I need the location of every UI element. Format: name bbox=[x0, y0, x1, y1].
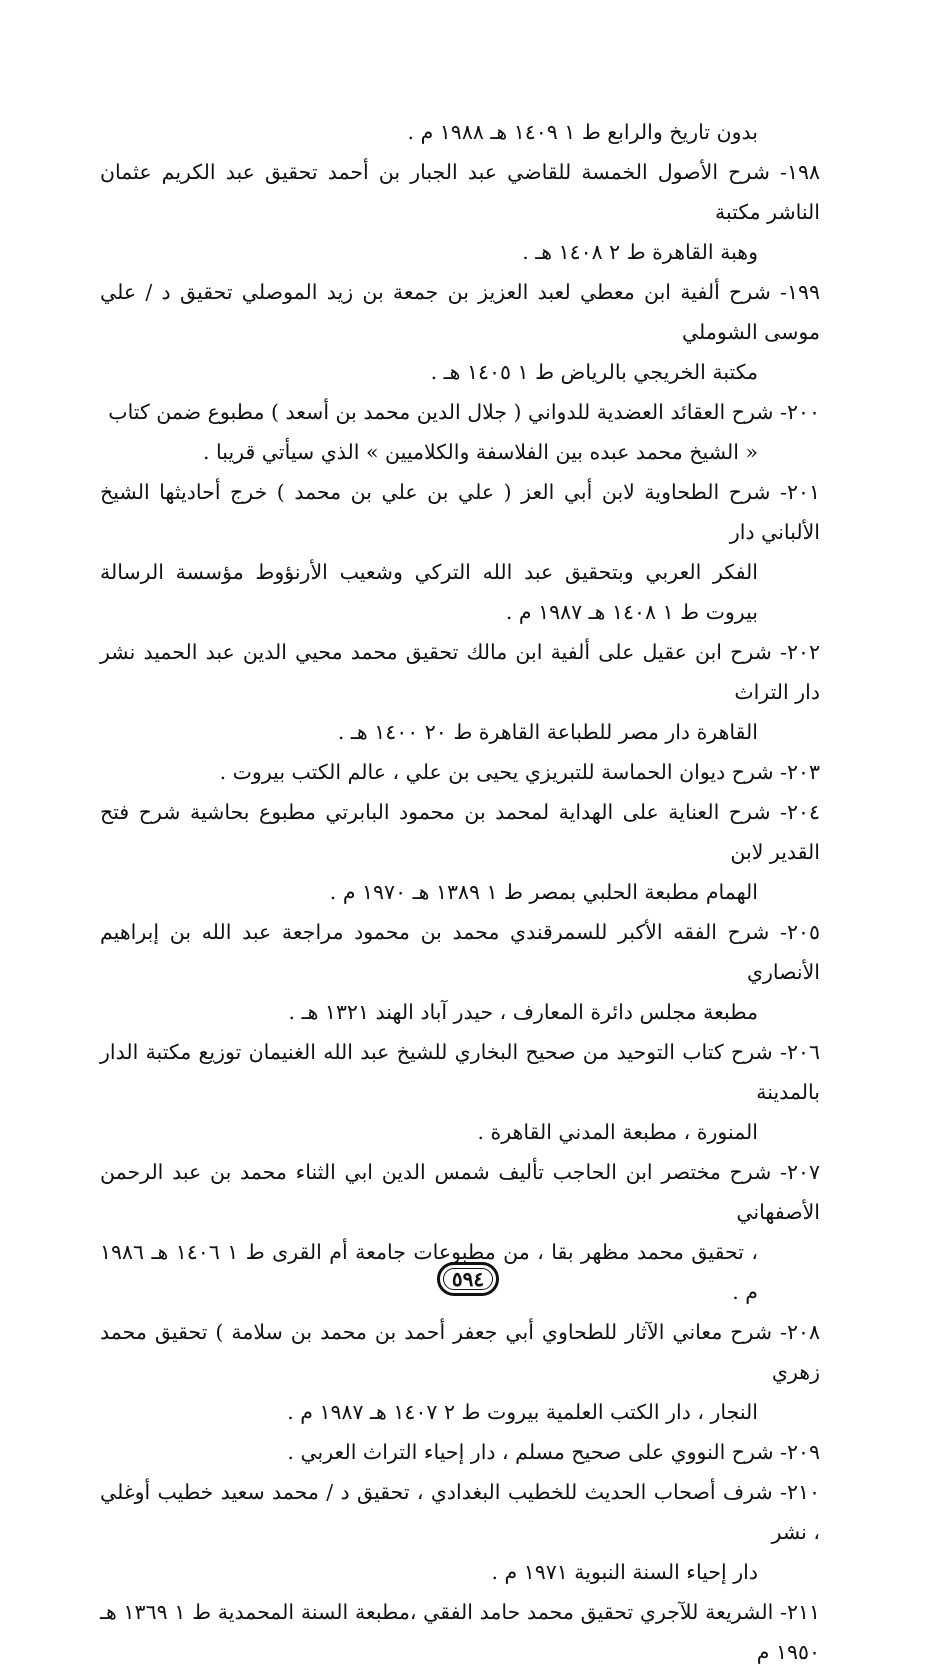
entry-number: ٢٠٩- bbox=[780, 1440, 820, 1464]
entry-text: شرح الفقه الأكبر للسمرقندي محمد بن محمود مراجعة عبد الله بن إبراهيم الأنصاري bbox=[100, 920, 820, 984]
entry-number: ٢٠٢- bbox=[780, 640, 820, 664]
entry-continuation: المنورة ، مطبعة المدني القاهرة . bbox=[477, 1120, 758, 1144]
bibliography-entry bbox=[100, 392, 820, 472]
entry-text: شرح الأصول الخمسة للقاضي عبد الجبار بن أحمد تحقيق عبد الكريم عثمان الناشر مكتبة bbox=[100, 160, 820, 224]
entry-text: شرح مختصر ابن الحاجب تأليف شمس الدين ابي الثناء محمد بن عبد الرحمن الأصفهاني bbox=[100, 1160, 820, 1224]
entry-continuation: دار إحياء السنة النبوية ١٩٧١ م . bbox=[491, 1560, 758, 1584]
entry-continuation: مكتبة الخريجي بالرياض ط ١ ١٤٠٥ هـ . bbox=[430, 360, 758, 384]
bibliography-entry bbox=[100, 472, 820, 632]
bibliography-entry bbox=[100, 752, 820, 792]
entry-number: ٢٠٦- bbox=[780, 1040, 820, 1064]
entry-continuation: « الشيخ محمد عبده بين الفلاسفة والكلاميين » الذي سيأتي قريبا . bbox=[202, 440, 758, 464]
entry-text: شرح ألفية ابن معطي لعبد العزيز بن جمعة بن زيد الموصلي تحقيق د / علي موسى الشوملي bbox=[100, 280, 820, 344]
entry-text: شرح ابن عقيل على ألفية ابن مالك تحقيق محمد محيي الدين عبد الحميد نشر دار التراث bbox=[100, 640, 820, 704]
bibliography-entry bbox=[100, 152, 820, 272]
entry-continuation: القاهرة دار مصر للطباعة القاهرة ط ٢٠ ١٤٠٠ هـ . bbox=[337, 720, 758, 744]
bibliography-entry bbox=[100, 1312, 820, 1432]
entry-number: ١٩٩- bbox=[780, 280, 820, 304]
entry-text: شرح ديوان الحماسة للتبريزي يحيى بن علي ، عالم الكتب بيروت . bbox=[219, 760, 781, 784]
entry-number: ٢٠٣- bbox=[780, 760, 820, 784]
entry-continuation: ، تحقيق محمد مظهر بقا ، من مطبوعات جامعة أم القرى ط ١ ١٤٠٦ هـ ١٩٨٦ م . bbox=[100, 1240, 758, 1304]
bibliography-entry bbox=[100, 1472, 820, 1592]
entry-text: شرف أصحاب الحديث للخطيب البغدادي ، تحقيق د / محمد سعيد خطيب أوغلي ، نشر bbox=[100, 1480, 820, 1544]
entry-text: شرح العناية على الهداية لمحمد بن محمود البابرتي مطبوع بحاشية شرح فتح القدير لابن bbox=[100, 800, 820, 864]
entry-continuation: الهمام مطبعة الحلبي بمصر ط ١ ١٣٨٩ هـ ١٩٧٠ م . bbox=[329, 880, 758, 904]
bibliography-entry bbox=[100, 272, 820, 392]
page-number-badge bbox=[437, 1262, 499, 1296]
entry-number: ١٩٨- bbox=[780, 160, 820, 184]
entry-number: ٢٠٠- bbox=[780, 400, 820, 424]
entry-number: ٢٠٤- bbox=[780, 800, 820, 824]
entry-number: ٢٠٥- bbox=[780, 920, 820, 944]
entry-text: شرح الطحاوية لابن أبي العز ( علي بن علي بن محمد ) خرج أحاديثها الشيخ الألباني دار bbox=[100, 480, 820, 544]
entry-text: شرح كتاب التوحيد من صحيح البخاري للشيخ عبد الله الغنيمان توزيع مكتبة الدار بالمدينة bbox=[100, 1040, 820, 1104]
entry-continuation: وهبة القاهرة ط ٢ ١٤٠٨ هـ . bbox=[522, 240, 758, 264]
bibliography-entry bbox=[100, 632, 820, 752]
continuation-line: بدون تاريخ والرابع ط ١ ١٤٠٩ هـ ١٩٨٨ م . bbox=[407, 120, 758, 144]
entry-number: ٢٠٨- bbox=[780, 1320, 820, 1344]
entry-number: ٢٠١- bbox=[780, 480, 820, 504]
bibliography-entry bbox=[100, 792, 820, 912]
entry-text: شرح معاني الآثار للطحاوي أبي جعفر أحمد بن محمد بن سلامة ) تحقيق محمد زهري bbox=[100, 1320, 820, 1384]
bibliography-page bbox=[100, 112, 820, 1672]
entry-number: ٢١١- bbox=[780, 1600, 820, 1624]
entry-number: ٢٠٧- bbox=[780, 1160, 820, 1184]
entry-text: شرح النووي على صحيح مسلم ، دار إحياء التراث العربي . bbox=[287, 1440, 781, 1464]
bibliography-entry bbox=[100, 912, 820, 1032]
entry-continuation: النجار ، دار الكتب العلمية بيروت ط ٢ ١٤٠٧ هـ ١٩٨٧ م . bbox=[287, 1400, 758, 1424]
page-number: ٥٩٤ bbox=[451, 1267, 485, 1291]
entry-number: ٢١٠- bbox=[780, 1480, 820, 1504]
bibliography-list bbox=[100, 152, 820, 1672]
bibliography-entry bbox=[100, 1032, 820, 1152]
bibliography-entry bbox=[100, 1432, 820, 1472]
bibliography-entry bbox=[100, 1592, 820, 1672]
entry-continuation: مطبعة مجلس دائرة المعارف ، حيدر آباد الهند ١٣٢١ هـ . bbox=[288, 1000, 758, 1024]
entry-continuation: الفكر العربي وبتحقيق عبد الله التركي وشعيب الأرنؤوط مؤسسة الرسالة بيروت ط ١ ١٤٠٨ هـ ١٩٨٧ م . bbox=[100, 560, 758, 624]
entry-text: شرح العقائد العضدية للدواني ( جلال الدين محمد بن أسعد ) مطبوع ضمن كتاب bbox=[108, 400, 781, 424]
entry-text: الشريعة للآجري تحقيق محمد حامد الفقي ،مطبعة السنة المحمدية ط ١ ١٣٦٩ هـ ١٩٥٠ م bbox=[100, 1600, 820, 1664]
